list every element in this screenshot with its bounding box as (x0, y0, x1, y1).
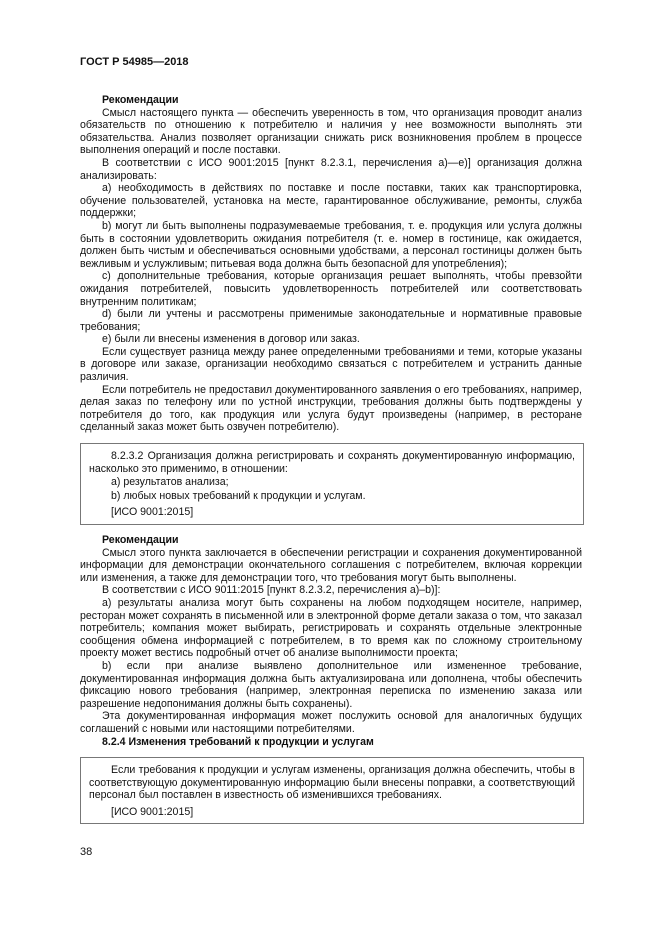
page-number: 38 (80, 846, 93, 858)
quote-source: [ИСО 9001:2015] (111, 805, 194, 818)
quote-paragraph: 8.2.3.2 Организация должна регистрировать и сохранять документированную информацию, насколько это применимо, в отношении: (89, 450, 575, 475)
list-item: с) дополнительные требования, которые организация решает выполнять, чтобы превзойти ожидания потребителей, повысить удовлетворенность потребителей или соответствовать внутренним политикам; (80, 270, 582, 308)
paragraph: Смысл настоящего пункта — обеспечить уверенность в том, что организация проводит анализ обязательств по отношению к потребителю и наличия у нее возможности выполнять эти обязательства. Анализ позволяет организации снижать риск возникновения проблем в процессе выполнения операций и после поставки. (80, 106, 582, 157)
paragraph: Смысл этого пункта заключается в обеспечении регистрации и сохранения документированной информации для демонстрации окончательного соглашения с потребителем, включая коррекции или изменения, а также для демонстрации того, что требования могут быть выполнены. (80, 546, 582, 584)
paragraph: Если потребитель не предоставил документированного заявления о его требованиях, например, делая заказ по телефону или по устной инструкции, требования должны быть подтверждены у потребителя до того, как продукция или услуга будут произведены (например, в ресторане сделанный заказ может быть озвучен потребителю). (80, 383, 582, 434)
paragraph: Если существует разница между ранее определенными требованиями и теми, которые указаны в договоре или заказе, организации необходимо связаться с потребителем и устранить данные различия. (80, 345, 582, 384)
quote-list-item: а) результатов анализа; (111, 476, 229, 489)
paragraph: В соответствии с ИСО 9011:2015 [пункт 8.2.3.2, перечисления а)–b)]: (102, 584, 441, 597)
section-heading: Рекомендации (102, 94, 179, 106)
paragraph: Эта документированная информация может послужить основой для аналогичных будущих соглашений с новыми или настоящими потребителями. (80, 710, 582, 735)
quote-source: [ИСО 9001:2015] (111, 506, 194, 519)
section-heading: Рекомендации (102, 534, 179, 546)
paragraph: В соответствии с ИСО 9001:2015 [пункт 8.2.3.1, перечисления а)—е)] организация должна анализировать: (80, 156, 582, 182)
list-item: а) необходимость в действиях по поставке и после поставки, таких как транспортировка, обучение пользователей, установка на месте, гарантированное обслуживание, ремонты, служба поддержки; (80, 182, 582, 220)
list-item: а) результаты анализа могут быть сохранены на любом подходящем носителе, например, ресторан может сохранять в письменной или в электронной форме детали заказа о том, что заказал потребитель; компания может выбирать, регистрировать и сохранять отдельные электронные сообщения обмена информацией с потребителем, в то время как по сложному строительному проекту может вестись подробный отчет об анализе выполнимости проекта; (80, 596, 582, 660)
quote-paragraph: Если требования к продукции и услугам изменены, организация должна обеспечить, чтобы в соответствующую документированную информацию были внесены поправки, а соответствующий персонал был поставлен в известность об изменившихся требованиях. (89, 764, 575, 802)
quote-list-item: b) любых новых требований к продукции и услугам. (111, 489, 366, 502)
list-item: b) могут ли быть выполнены подразумеваемые требования, т. е. продукция или услуга должны быть в состоянии удовлетворить ожидания потребителя (т. е. номер в гостинице, как ожидается, должен быть чистым и обеспечиваться основными удобствами, а персонал гостиницы должен быть вежливым и услужливым; питьевая вода должна быть безопасной для употребления); (80, 219, 582, 270)
list-item: d) были ли учтены и рассмотрены применимые законодательные и нормативные правовые требования; (80, 308, 582, 333)
standard-quote-box (80, 757, 584, 824)
document-id: ГОСТ Р 54985—2018 (80, 56, 189, 68)
standard-quote-box (80, 443, 584, 525)
list-item: е) были ли внесены изменения в договор или заказ. (102, 333, 360, 346)
page-content (80, 94, 582, 833)
list-item: b) если при анализе выявлено дополнительное или измененное требование, документированная информация должна быть актуализирована или дополнена, чтобы обеспечить фиксацию нового требования (например, электронная переписка по изменению заказа или разрешение недопонимания должны быть сохранены). (80, 659, 582, 710)
clause-heading: 8.2.4 Изменения требований к продукции и услугам (102, 735, 374, 748)
